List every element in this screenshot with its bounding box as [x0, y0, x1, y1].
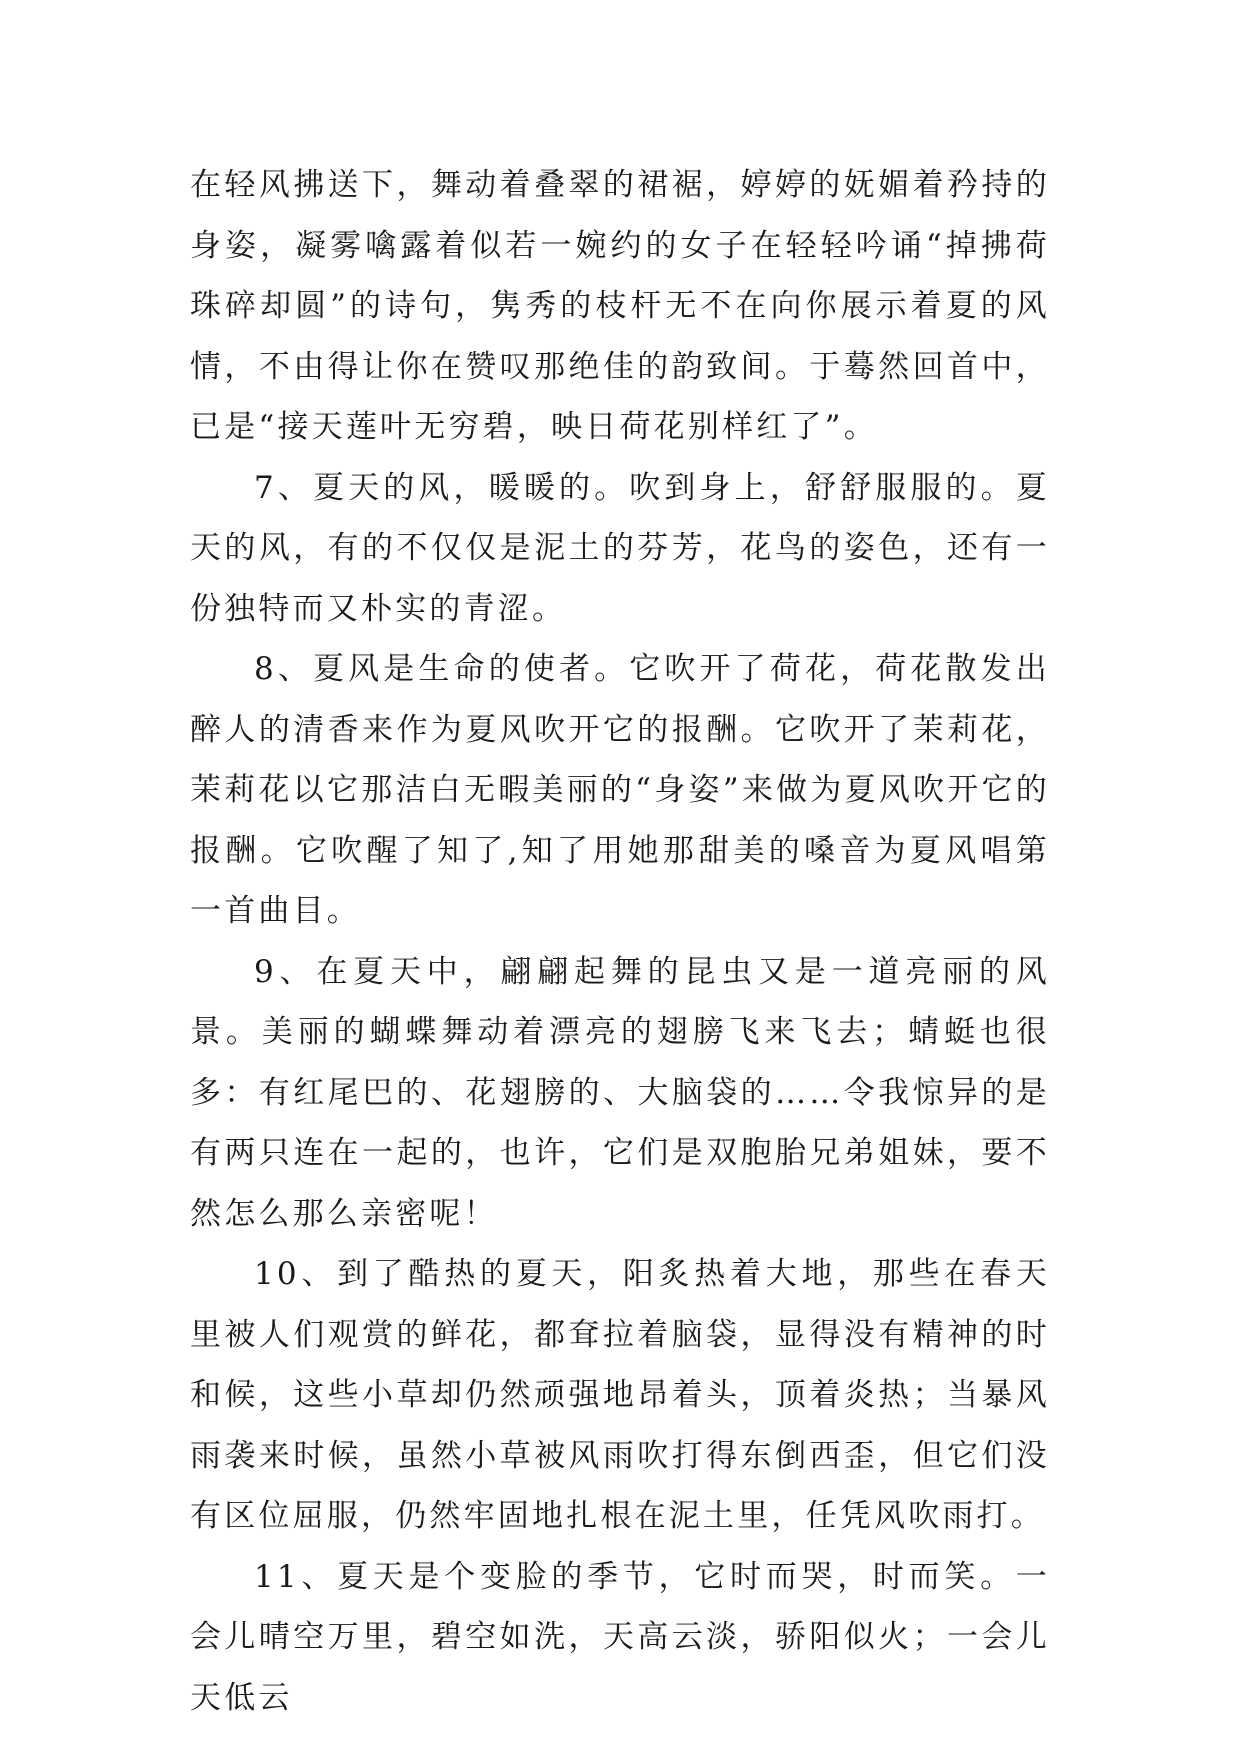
paragraph-9: 9、在夏天中，翩翩起舞的昆虫又是一道亮丽的风景。美丽的蝴蝶舞动着漂亮的翅膀飞来飞去；蜻蜓也很多：有红尾巴的、花翅膀的、大脑袋的……令我惊异的是有两只连在一起的，也许，它们是双胞胎兄弟姐妹，要不然怎么那么亲密呢！	[190, 953, 1050, 1232]
document-body	[190, 155, 1050, 1728]
paragraph-10: 10、到了酷热的夏天，阳炙热着大地，那些在春天里被人们观赏的鲜花，都耷拉着脑袋，显得没有精神的时和候，这些小草却仍然顽强地昂着头，顶着炎热；当暴风雨袭来时候，虽然小草被风雨吹打得东倒西歪，但它们没有区位屈服，仍然牢固地扎根在泥土里，任凭风吹雨打。	[190, 1256, 1050, 1534]
paragraph-7: 7、夏天的风，暖暖的。吹到身上，舒舒服服的。夏天的风，有的不仅仅是泥土的芬芳，花鸟的姿色，还有一份独特而又朴实的青涩。	[190, 469, 1050, 627]
paragraph-continued: 在轻风拂送下，舞动着叠翠的裙裾，婷婷的妩媚着矜持的身姿，凝雾噙露着似若一婉约的女子在轻轻吟诵“掉拂荷珠碎却圆”的诗句，隽秀的枝杆无不在向你展示着夏的风情，不由得让你在赞叹那绝佳的韵致间。于蓦然回首中，已是“接天莲叶无穷碧，映日荷花别样红了”。	[190, 167, 1050, 445]
paragraph-8: 8、夏风是生命的使者。它吹开了荷花，荷花散发出醉人的清香来作为夏风吹开它的报酬。它吹开了茉莉花，茉莉花以它那洁白无暇美丽的“身姿”来做为夏风吹开它的报酬。它吹醒了知了,知了用她那甜美的嗓音为夏风唱第一首曲目。	[190, 651, 1050, 929]
paragraph-11: 11、夏天是个变脸的季节，它时而哭，时而笑。一会儿晴空万里，碧空如洗，天高云淡，骄阳似火；一会儿天低云	[190, 1558, 1050, 1716]
